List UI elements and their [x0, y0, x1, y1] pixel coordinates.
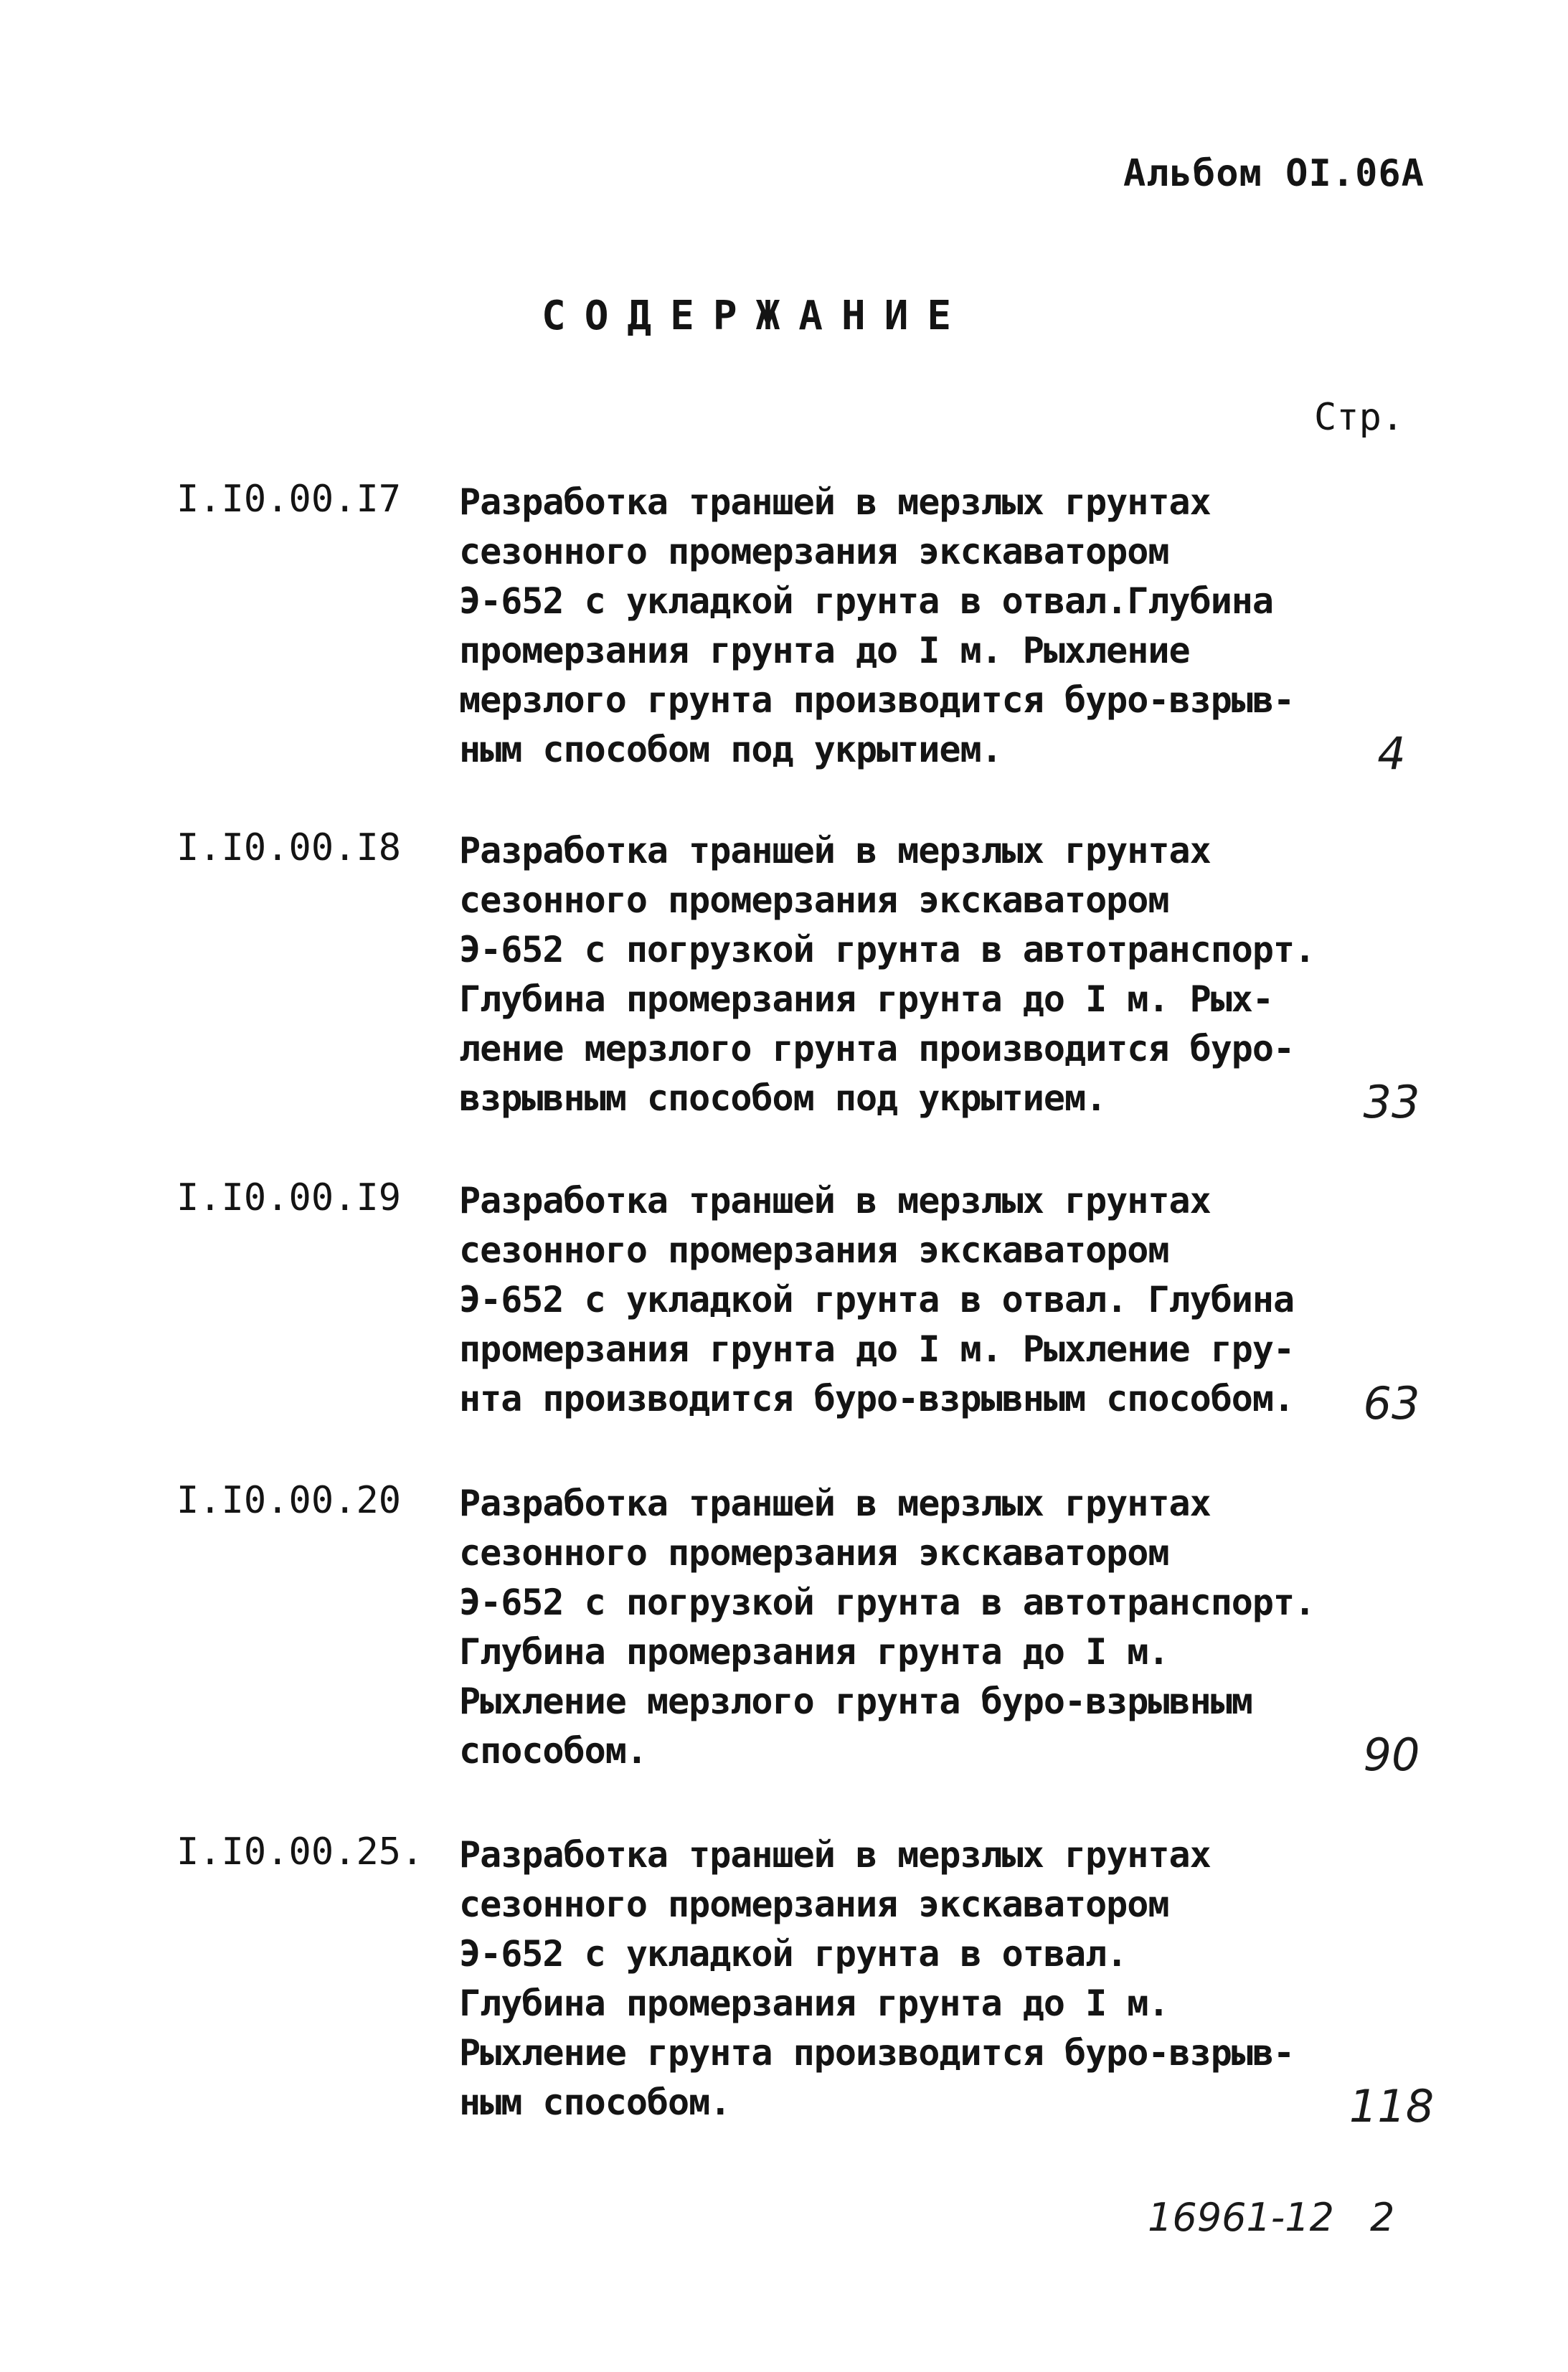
- entry-line: сезонного промерзания экскаватором: [459, 1229, 1169, 1271]
- entry-line: Рыхление мерзлого грунта буро-взрывным: [459, 1681, 1252, 1722]
- entry-description: [459, 1830, 1298, 2127]
- entry-page-number: 4: [1377, 727, 1406, 780]
- entry-line: сезонного промерзания экскаватором: [459, 531, 1169, 572]
- entry-description: [459, 1479, 1316, 1776]
- entry-page-number: 33: [1363, 1076, 1420, 1128]
- entry-line: Разработка траншей в мерзлых грунтах: [459, 1834, 1211, 1876]
- entry-code: I.I0.00.I7: [176, 478, 402, 521]
- entry-line: Э-652 с укладкой грунта в отвал. Глубина: [459, 1279, 1295, 1320]
- entry-code: I.I0.00.I9: [176, 1176, 402, 1219]
- entry-code: I.I0.00.I8: [176, 826, 402, 869]
- entry-page-number: 90: [1363, 1729, 1420, 1781]
- entry-line: промерзания грунта до I м. Рыхление гру-: [459, 1328, 1295, 1370]
- entry-line: ным способом под укрытием.: [459, 729, 1002, 770]
- entry-line: Разработка траншей в мерзлых грунтах: [459, 1180, 1211, 1222]
- entry-line: Э-652 с погрузкой грунта в автотранспорт.: [459, 929, 1316, 970]
- footer-document-code: 16961-12: [1148, 2195, 1334, 2240]
- entry-line: мерзлого грунта производится буро-взрыв-: [459, 679, 1295, 721]
- entry-line: Э-652 с укладкой грунта в отвал.Глубина: [459, 580, 1273, 622]
- entry-line: ным способом.: [459, 2082, 731, 2123]
- entry-line: способом.: [459, 1730, 647, 1772]
- document-title: СОДЕРЖАНИЕ: [542, 293, 970, 339]
- entry-line: Разработка траншей в мерзлых грунтах: [459, 830, 1211, 871]
- entry-page-number: 118: [1349, 2080, 1435, 2132]
- page-column-header: Стр.: [1314, 396, 1404, 439]
- album-label: Альбом OI.06A: [1123, 152, 1425, 195]
- entry-line: нта производится буро-взрывным способом.: [459, 1378, 1295, 1419]
- entry-line: промерзания грунта до I м. Рыхление: [459, 630, 1190, 671]
- entry-description: [459, 826, 1316, 1123]
- footer-page-number: 2: [1370, 2195, 1395, 2240]
- entry-line: ление мерзлого грунта производится буро-: [459, 1028, 1295, 1069]
- entry-page-number: 63: [1363, 1377, 1420, 1430]
- entry-code: I.I0.00.20: [176, 1479, 402, 1522]
- entry-description: [459, 478, 1298, 775]
- entry-line: Глубина промерзания грунта до I м.: [459, 1631, 1169, 1673]
- entry-line: Глубина промерзания грунта до I м.: [459, 1983, 1169, 2024]
- entry-code: I.I0.00.25.: [176, 1830, 424, 1873]
- entry-line: Разработка траншей в мерзлых грунтах: [459, 1483, 1211, 1524]
- entry-line: сезонного промерзания экскаватором: [459, 1884, 1169, 1925]
- entry-line: Глубина промерзания грунта до I м. Рых-: [459, 978, 1273, 1020]
- entry-line: сезонного промерзания экскаватором: [459, 1532, 1169, 1574]
- entry-line: Э-652 с укладкой грунта в отвал.: [459, 1933, 1128, 1975]
- entry-line: Разработка траншей в мерзлых грунтах: [459, 481, 1211, 523]
- entry-line: Э-652 с погрузкой грунта в автотранспорт.: [459, 1582, 1316, 1623]
- entry-line: взрывным способом под укрытием.: [459, 1077, 1107, 1119]
- entry-line: Рыхление грунта производится буро-взрыв-: [459, 2032, 1295, 2074]
- entry-description: [459, 1176, 1298, 1424]
- entry-line: сезонного промерзания экскаватором: [459, 879, 1169, 921]
